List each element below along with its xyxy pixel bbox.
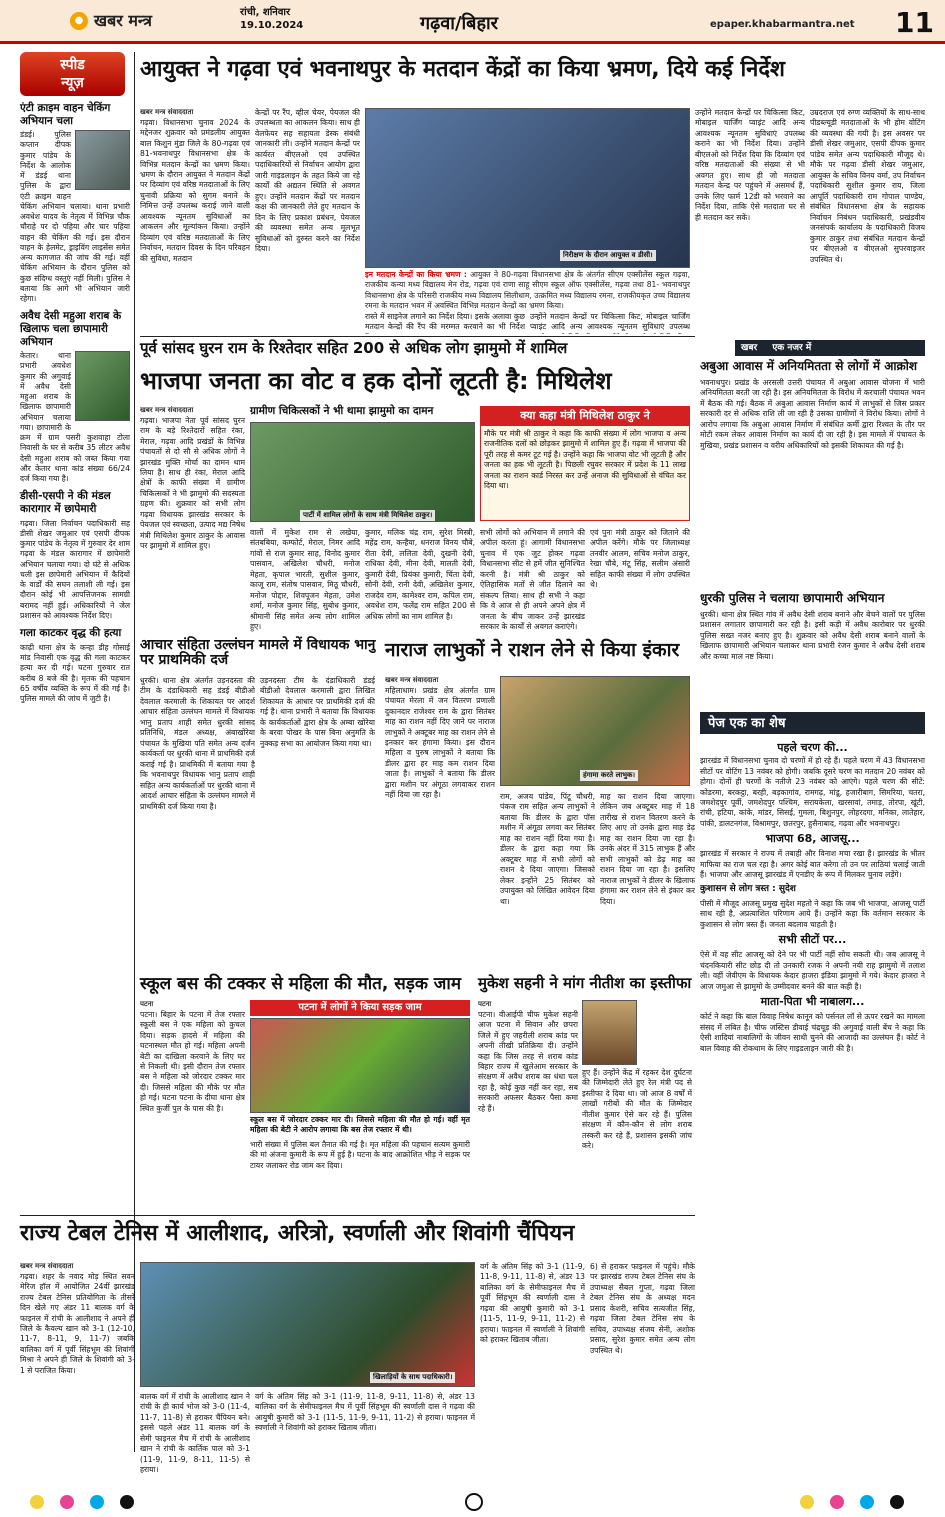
lead-photo	[365, 108, 690, 268]
bjp-subhead: ग्रामीण चिकित्सकों ने भी थामा झामुमो का दामन	[250, 405, 434, 417]
section-rule	[140, 336, 695, 337]
news-item-text: डंडई। पुलिस कप्तान दीपक कुमार पांडेय के निर्देश के आलोक में डंडई थाना पुलिस के द्वारा एंटी क्राइम वाहन चेकिंग अभियान चलाया। थाना प्रभारी अवधेश यादव के नेतृत्व में विभिन्न चौक चौराहे पर दो पहिया और चार पहिया वाहन की चेकिंग की गई। इस दौरान वाहन के हेलमेट, ड्राइविंग लाइसेंस समेत अन्य कागजात की जांच की गई। वहीं चेकिंग अभियान के दौरान पुलिस को कुछ संदिग्ध वस्तुएं नहीं मिली। पुलिस ने बताया कि आगे भी अभियान जारी रहेगा।	[20, 130, 130, 304]
news-item-text: केतार। थाना प्रभारी अवधेश कुमार की अगुवाई में अवैध देसी महुआ शराब के खिलाफ छापामारी अभियान चलाया गया। छापामारी के क्रम में ग्राम पसरी कुशवाहा टोला निवासी के घर से करीब 35 लीटर अवैध देसी महुआ शराब को जब्त किया गया और केतार थाना कांड संख्या 66/24 दर्ज किया गया है।	[20, 351, 130, 484]
school-bus-headline[interactable]: स्कूल बस की टक्कर से महिला की मौत, सड़क जाम	[140, 974, 461, 994]
bjp-text-col2: वालों में मुकेश राम से लखेया, संतबबिया, कम्फोर्ट, मेराल, निमर आदि गांवों से राज कुमार साह, विनोद कुमार पासवान, अखिलेश चौधरी, मनोज मेहता, कृपाल भारती, सुशील कुमार, काजू राम, संतोष पासवान, मिठू चौधरी, मनोज पोद्दार, शिवपूजन मेहता, उमेश शर्मा, मनोज कुमार सिंह, सुबोध कुमार, श्रीमानी सिंह समेत अन्य लोग शामिल हुए।	[250, 528, 360, 632]
magenta-dot-icon	[60, 1495, 74, 1509]
lead-byline: खबर मन्त्र संवाददाता	[140, 108, 194, 116]
liquor-raid-photo	[75, 351, 130, 421]
lead-text-col2: केन्द्रों पर रैंप, व्हील चेयर, पेयजल की उपलब्धता का आकलन किया। साथ ही वेलफेयर सह सहायता डेस्क संबंधी जानकारी ली। उन्होंने मतदान केन्द्रों पर कार्यरत बीएलओ एवं उपस्थित पदाधिकारियों से निर्वाचन आयोग द्वारा जारी गाइडलाइन के तहत किये जा रहे कार्यों की अद्यतन स्थिति से अवगत हुए। उन्होंने मतदान केंद्रों पर मतदान कक्ष की जानकारी लेते हुए मतदान के दिन के लिए प्रकाश प्रबंधन, पेयजल की व्यवस्था समेत अन्य मूलभूत सुविधाओं को दुरुस्त करने का निर्देश दिया।	[255, 108, 360, 254]
ration-text-col3: माह का राशन दिया जाएगा। लेकिन जब अक्टूबर माह में 18 तारीख से राशन वितरण करने के लिए आए तो उनके द्वारा माह डेढ़ माह का राशन दिया जा रहा है। उनके अंदर में 315 लाभुक हैं और सभी लाभुकों को डेढ़ माह का राशन दिया जा रहा है। इसलिए नाराज लाभुकों ने डीलर के खिलाफ हंगामा कर राशन लेने से इंकार कर दिया।	[600, 792, 695, 906]
lead-text-col3b: उन्होंने मतदान केन्द्रों पर चिकित्सा किट, मोबाइल चार्जिंग प्वाइंट आदि अन्य आवश्यक न्यूनतम सुविधाएं उपलब्ध	[530, 312, 690, 332]
ration-byline: खबर मन्त्र संवाददाता	[385, 676, 439, 684]
lead-text-col5: उम्रदराज एवं रुग्ण व्यक्तियों के साथ-साथ पीडब्ल्यूडी मतदाताओं के भी होम वोटिंग की व्यवस्था की गयी है। इस अवसर पर डीसी शेखर जमुआर, एसपी दीपक कुमार पांडेय समेत अन्य पदाधिकारी मौजूद थे। मौके पर गढ़वा डीसी शेखर जमुआर, आयुक्त के सचिव विनय वर्मा, उप निर्वाचन पदाधिकारी सुशील कुमार राय, जिला आपूर्ति पदाधिकारी राम गोपाल पाण्डेय, संबंधित विधानसभा क्षेत्र के सहायक निर्वाचन निबंधन पदाधिकारी, प्रखंडवीय जनसंपर्क कार्यालय के पदाधिकारी विजय कुमार ठाकुर तथा संबंधित मतदान केन्द्रों पर बीएलओ व बीएलओ सुपरवाइजर उपस्थित थे।	[810, 108, 925, 264]
news-item[interactable]	[20, 310, 130, 484]
page-one-continued-bar: पेज एक का शेष	[700, 712, 925, 734]
lead-text-col1	[140, 108, 250, 330]
tt-text-col3: वर्ग के अंतिम सिंह को 3-1 (11-9, 11-8, 9-11, 11-8) से, अंडर 13 बालिका वर्ग के सेमीफाइनल मैच में पूर्वी सिंहभूम की स्वर्णाली दास ने गढ़वा की आयुषी कुमारी को 3-1 (11-5, 11-9, 9-11, 11-2) से हराया। फाइनल में स्वर्णाली ने शिवांगी को हराकर खिताब जीता।	[255, 1392, 475, 1433]
tt-text-col2: बालक वर्ग में रांची के आलीशाद खान ने रांची के ही कार्य भोज को 3-0 (11-4, 11-7, 11-8) से हराकर चैंपियन बने। इससे पहले अंडर 11 बालक वर्ग के सेमी फाइनल मैच में रांची के आलीशाद खान ने रांची के कार्तिक पाल को 3-1 (11-9, 11-9, 8-11, 11-5) से हराया।	[140, 1392, 250, 1475]
achar-headline[interactable]: आचार संहिता उल्लंघन मामले में विधायक भानु पर प्राथमिकी दर्ज	[140, 637, 376, 669]
site-link[interactable]: epaper.khabarmantra.net	[710, 19, 855, 30]
mukesh-paragraph-1: पटना। वीआईपी चीफ मुकेश सहनी आज पटना में सिवान और छपरा जिले में हुए जहरीली शराब कांड पर अपनी तीखी प्रतिक्रिया दी। उन्होंने कहा कि जिस तरह से शराब कांड बिहार राज्य में खुलेआम सरकार के संरक्षण में अवैध शराब का धंधा चल रहा है, कोई कुछ नहीं कर रहा, सब सरकारी अफसर बैठकर पैसा कमा रहे हैं।	[478, 1009, 578, 1113]
bjp-text-col4: सभी लोगों को अभियान में लगाने की अपील करता हूं। आगामी विधानसभा चुनाव में एक जुट होकर गढ़वा विधानसभा सीट से हमें जीत सुनिश्चित करनी है। मंत्री श्री ठाकुर को ऐतिहासिक मतों से जीत दिलाने का संकल्प लिया। साथ ही सभी ने कहा कि वे आज से ही अपने अपने क्षेत्र में जनता के बीच जाकर उन्हें झारखंड सरकार के कार्यों से अवगत कराएंगे।	[480, 528, 585, 632]
minister-quote-text: मौके पर मंत्री श्री ठाकुर ने कहा कि काफी संख्या में लोग भाजपा व अन्य राजनीतिक दलों को छोड़कर झामुमो में शामिल हुए हैं। गढ़वा में भाजपा की पूरी तरह से कमर टूट गई है। उन्होंने कहा कि भाजपा वोट भी लूटती है और जनता का हक भी लूटती है। पिछली रघुवर सरकार में प्रदेश के 11 लाख जनता का राशन कार्ड निरस्त कर उन्हें अनाज की सुविधाओं से वंचित कर दिया था।	[484, 428, 686, 491]
page-one-continued-column	[700, 740, 925, 1430]
lead-paragraph-1: गढ़वा। विधानसभा चुनाव 2024 के मद्देनजर शुक्रवार को प्रमंडलीय आयुक्त बाल किशुन मुंडा जिले के 80-गढ़वा एवं 81-भवनाथपुर विधानसभा क्षेत्र के विभिन्न मतदान केन्द्रों का भ्रमण किया। भ्रमण के दौरान आयुक्त ने मतदान केंद्रों पर दिव्यांग एवं वरिष्ठ मतदाताओं के लिए चुनावी प्रक्रिया को सुगम बनाने के निमित्त उन्हें उपलब्ध कराई जाने वाली आवश्यक न्यूनतम सुविधाओं का आकलन और मूल्यांकन किया। उन्होंने दिव्यांग एवं वरिष्ठ मतदाताओं के लिए निर्वाचन, मतदान दिवस के दिन परिवहन की सुविधा, मतदान	[140, 117, 250, 263]
school-paragraph-1: पटना। बिहार के पटना में तेज रफ्तार स्कूली बस ने एक महिला को कुचल दिया। सड़क हादसे में महिला की घटनास्थल मौत हो गई। महिला अपनी बेटी का दाखिला करवाने के लिए घर से निकली थी। इसी दौरान तेज रफ्तार बस ने महिला को जोरदार टक्कर मार दी। जिससे महिला की मौके पर मौत हो गई। घटना पटना के दीघा थाना क्षेत्र स्थित कुर्जी पुल के पास की है।	[140, 1009, 245, 1113]
logo-mark-icon: ●	[70, 12, 88, 30]
black-dot-icon	[120, 1495, 134, 1509]
masthead	[0, 0, 945, 44]
edition-date-value: 19.10.2024	[240, 19, 304, 31]
ration-paragraph-1: महिलाधाम। प्रखंड क्षेत्र अंतर्गत ग्राम पंचायत मेरला में जन वितरण प्रणाली दुकानदार राजेश्वर राम के द्वारा सितंबर माह का राशन नहीं दिए जाने पर नाराज लाभुकों ने अक्टूबर माह का राशन लेने से इनकार कर हंगामा किया। इस दौरान महिला व पुरुष लाभुकों ने बताया कि डीलर द्वारा हर माह कम राशन दिया जाता है। लाभुकों ने बताया कि डीलर द्वारा मशीन पर अंगूठा लगवाकर राशन नहीं दिया जा रहा है।	[385, 685, 495, 800]
black-dot-icon	[890, 1495, 904, 1509]
school-photo-caption: स्कूल बस में जोरदार टक्कर मार दी। जिससे महिला की मौत हो गई। वहीं मृत महिला की बेटी ने आरोप लगाया कि बस तेज रफ्तार में थी।	[250, 1115, 470, 1135]
logo-text: खबर मन्त्र	[94, 11, 152, 30]
continued-h2[interactable]: भाजपा 68, आजसू...	[765, 832, 860, 846]
lead-box-label: इन मतदान केन्द्रों का किया भ्रमण :	[365, 270, 467, 279]
ration-headline[interactable]: नाराज लाभुकों ने राशन लेने से किया इंकार	[385, 639, 680, 661]
at-a-glance-tag: खबर	[741, 343, 758, 353]
ration-text-col2: राम, अजय पांडेय, पिंटू चौधरी, पंकज राम सहित अन्य लाभुकों ने बताया कि डीलर के द्वारा पॉस मशीन में अंगूठा लगवा कर सितंबर माह का राशन नहीं दिया गया है। डीलर के द्वारा कहा गया कि अक्टूबर माह में सभी लोगों को राशन दे दिया जाएगा। जिसको लेकर इन्होंने 25 सितंबर को उपायुक्त को लिखित आवेदन दिया था।	[500, 792, 595, 906]
mukesh-headline[interactable]: मुकेश सहनी ने मांग नीतीश का इस्तीफा	[478, 974, 692, 992]
news-item-title: गला काटकर वृद्ध की हत्या	[20, 627, 122, 640]
continued-t3: पीसी में मौजूद आजसू प्रमुख सुदेश महतो ने कहा कि जब भी भाजपा, आजसू पार्टी साथ रही है, अप्रत्याशित परिणाम आये हैं। उन्होंने कहा कि वर्तमान सरकार के कुशासन से लोग त्रस्त हैं। जनता बदलाव चाहती है।	[700, 898, 925, 929]
minister-quote-box	[480, 406, 690, 521]
bjp-byline: खबर मन्त्र संवाददाता	[140, 406, 194, 414]
bjp-text-col5: एवं पुनः मंत्री ठाकुर को जिताने की अपील करेंगे। मौके पर जिलाध्यक्ष तनवीर आलम, सचिव मनोज ठाकुर, रेखा चौबे, मंटू सिंह, सलीम अंसारी सहित काफी संख्या में लोग उपस्थित थे।	[590, 528, 690, 590]
school-text-col2: भारी संख्या में पुलिस बल तैनात की गई है। मृत महिला की पहचान सत्यम कुमारी की मां अंजना कुमारी के रूप में हुई है। घटना के बाद आक्रोशित भीड़ ने सड़क पर टायर जलाकर रोड जाम कर दिया।	[250, 1140, 470, 1170]
lead-headline[interactable]: आयुक्त ने गढ़वा एवं भवनाथपुर के मतदान केंद्रों का किया भ्रमण, दिये कई निर्देश	[140, 57, 785, 82]
at-a-glance-label: एक नजर में	[772, 343, 812, 353]
news-item-title: डीसी-एसपी ने की मंडल कारागार में छापेमारी	[20, 490, 111, 516]
achar-text-col1: धुरकी। थाना क्षेत्र अंतर्गत उड़नदस्ता की टीम के दंडाधिकारी सह डंडई बीडीओ देवलाल करमाली के शिकायत पर आदर्श आचार संहिता उल्लंघन मामले में विधायक भानु प्रताप शाही समेत धुरकी सांसद प्रतिनिधि, मंडल अध्यक्ष, अंबाखोरेया पंचायत के मुखिया पति समेत अन्य दर्जन कार्यकर्ता पर धुरकी थाना में प्राथमिकी दर्ज कराई गई है। प्राथमिकी में बताया गया है कि भवनाथपुर विधायक भानु प्रताप शाही सहित अन्य कार्यकर्ताओं पर धुरकी थाना में आदर्श आचार संहिता के उल्लंघन मामले में प्राथमिकी दर्ज किया गया है।	[140, 676, 255, 811]
tt-text-col1	[20, 1262, 135, 1482]
table-tennis-headline[interactable]: राज्य टेबल टेनिस में आलीशाद, अरित्रो, स्वर्णाली और शिवांगी चैंपियन	[20, 1221, 575, 1246]
speed-logo-line2: न्यूज़	[61, 75, 84, 91]
news-item[interactable]	[20, 490, 130, 621]
continued-h4[interactable]: सभी सीटों पर...	[778, 933, 847, 947]
yellow-dot-icon	[30, 1495, 44, 1509]
bjp-photo-caption: पार्टी में शामिल लोगों के साथ मंत्री मिथिलेश ठाकुर।	[300, 510, 435, 521]
yellow-dot-icon	[800, 1495, 814, 1509]
mukesh-dateline: पटना	[478, 1000, 492, 1008]
registration-mark-icon	[465, 1493, 483, 1511]
news-item-text: गढ़वा। जिला निर्वाचन पदाधिकारी सह डीसी शेखर जमुआर एवं एसपी दीपक कुमार पांडेय के नेतृत्व में गुरुवार देर शाम गढ़वा के मंडल कारागार में छापेमारी अभियान चलाया गया। दो घंटे से अधिक चली इस छापेमारी अभियान में कैदियों के वार्डों की सघन तलाशी ली गई। इस दौरान कोई भी आपत्तिजनक सामग्री बरामद नहीं हुई। अधिकारियों ने जेल प्रशासन को आवश्यक निर्देश दिए।	[20, 518, 130, 620]
tt-byline: खबर मन्त्र संवाददाता	[20, 1262, 74, 1270]
cyan-dot-icon	[90, 1495, 104, 1509]
mukesh-text-col1	[478, 1000, 578, 1210]
cyan-dot-icon	[860, 1495, 874, 1509]
continued-t2: झारखंड में सरकार ने राज्य में तबाही और विनाश मचा रखा है। झारखंड के भीतर माफिया का राज चल रहा है। अगर कोई बात करेगा तो उन पर लाठियां चलाई जाती हैं। भाजपा और आजसू झारखंड में एनडीए के रूप में मिलकर चुनाव लड़ेंगे।	[700, 849, 925, 880]
continued-h1[interactable]: पहले चरण की...	[777, 741, 848, 754]
bjp-text-col3: कुमार, मलिक चंद्र राम, सुरेश मिस्त्री, महेंद्र राम, कन्हैया, धनराज विनय चौबे, रीता देवी, ललिता देवी, दुखनी देवी, राधिका देवी, मीना देवी, मालती देवी, कुमारी देवी, प्रियंका कुमारी, चिंता देवी, सोनी देवी, रानी देवी, अखिलेश कुमार, राजदेव राम, कामेश्वर राम, कपिल राम, अवधेश राम, फलेंद्र राम सहित 200 से अधिक लोगों का नाम शामिल है।	[365, 528, 475, 621]
achar-text-col2: उड़नदस्ता टीम के दंडाधिकारी डंडई बीडीओ देवलाल करमाली द्वारा लिखित शिकायत के आधार पर प्राथमिकी दर्ज की गई है। थाना प्रभारी ने बताया कि विधायक के कार्यकर्ताओं द्वारा क्षेत्र के अम्बा खोरेया के बरवा पोखर के पास बिना अनुमति के नुक्कड़ सभा का आयोजन किया गया था।	[260, 676, 375, 748]
bjp-text-col1	[140, 406, 245, 631]
speed-news-logo	[20, 52, 125, 96]
awas-headline[interactable]: अबुआ आवास में अनियमितता से लोगों में आक्रोश	[700, 359, 917, 373]
dhurki-text: धुरकी। थाना क्षेत्र स्थित गांव में अवैध देसी शराब बनाने और बेचने वालों पर पुलिस प्रशासन लगातार छापामारी कर रही है। इसी कड़ी में अवैध कारोबार पर धुरकी पुलिस सख्त नजर बनाए हुए है। शुक्रवार को अवैध देसी शराब बनाने वालों के खिलाफ छापामारी अभियान चलाकर थाना प्रभारी रंजन कुमार ने अवैध देसी शराब और कच्चा माल नष्ट किया।	[700, 610, 925, 661]
continued-t4: ऐसे में वह सीट आजसू को देने पर भी पार्टी नहीं सोच सकती थी। जब आजसू ने चंदनकियारी सीट छोड़ दी तो उनकारी रजक ने अपनी नयी राह झामुमो में तलाश ली। वहीं जेवीएम के विधायक केदार हाजरा इंडिया झामुमो में गये। केदार हाजरा ने आज जमुआ से झामुमो के उम्मीदवार बनने की बात कही है।	[700, 950, 925, 991]
news-item-title: एंटी क्राइम वाहन चेकिंग अभियान चला	[20, 102, 111, 127]
lead-photo-caption: निरीक्षण के दौरान आयुक्त व डीसी।	[560, 250, 656, 261]
news-item-title: अवैध देसी महुआ शराब के खिलाफ चला छापामारी अभियान	[20, 310, 122, 348]
lead-text-col3: रास्ते में साइनेज लगाने का निर्देश दिया। इसके अलावा कुछ मतदान केन्द्रों की रैंप की मरम्मत करवाने का भी निर्देश	[365, 312, 525, 332]
news-item[interactable]	[20, 627, 130, 704]
vehicle-check-photo	[75, 130, 130, 190]
table-tennis-photo	[140, 1262, 475, 1387]
lead-box-text: आयुक्त ने 80-गढ़वा विधानसभा क्षेत्र के अंतर्गत सीएम एक्सीलेंस स्कूल गढ़वा, राजकीय कन्या मध्य विद्यालय मेन रोड, गढ़वा एवं राणा साहू सीएम स्कूल ऑफ एक्सीलेंस, गढ़वा तथा 81- भवनाथपुर विधानसभा क्षेत्र के परिसरी राजकीय मध्य विद्यालय सिलीधाम, उत्क्रमित मध्य विद्यालय रमना, राजकीयकृत उच्च विद्यालय रमना के मतदान भवन में अवस्थित विभिन्न मतदान केन्द्रों का भ्रमण किया।	[365, 270, 690, 310]
bjp-photo	[250, 422, 475, 522]
school-bus-photo	[250, 1018, 470, 1113]
mukesh-text-col2: हुए हैं। उन्होंने केंद्र में रहकर देश दुर्घटना की जिम्मेदारी लेते हुए रेल मंत्री पद से इस्तीफा दे दिया था। जो आज 8 वर्षों में लाखों गरीबों की मौत के जिम्मेदार नीतीश कुमार ऐसे कर रहे हैं। पुलिस संरक्षण में कौन-कौन से लोग शराब तस्करी कर रहे हैं, प्रशासन इसकी जांच करे।	[582, 1068, 692, 1151]
mukesh-sahni-photo	[582, 1000, 637, 1065]
news-item-text: काढ़ी थाना क्षेत्र के कन्हा डीह गोसाई मांड निवासी एक वृद्ध की गला काटकर हत्या कर दी गई। घटना गुरुवार रात करीब 8 बजे की है। मृतक की पहचान 65 वर्षीय व्यक्ति के रूप में की गई है। पुलिस मामले की जांच में जुटी है।	[20, 642, 130, 703]
tt-photo-caption: खिलाड़ियों के साथ पदाधिकारी।	[370, 1372, 455, 1383]
brand-logo[interactable]	[70, 10, 152, 32]
lead-text-col4: उन्होंने मतदान केन्द्रों पर चिकित्सा किट, मोबाइल चार्जिंग प्वाइंट आदि अन्य आवश्यक न्यूनतम सुविधाएं उपलब्ध कराने का भी निर्देश दिया। उन्होंने बीएलओ को निर्देश दिया कि दिव्यांग एवं वरिष्ठ मतदाताओं की संख्या से भी अवगत हुए। साथ ही जो मतदाता मतदान केन्द्र पर पहुंचने में असमर्थ हैं, उनके लिए फार्म 12डी को भरवाने का निर्देश दिया, ताकि ऐसे मतदाता घर से ही मतदान कर सकें।	[695, 108, 805, 222]
speed-logo-line1: स्पीड	[60, 57, 85, 73]
ration-photo-caption: हंगामा करते लाभुक।	[580, 770, 638, 781]
bjp-headline[interactable]: भाजपा जनता का वोट व हक दोनों लूटती है: मिथिलेश	[140, 367, 612, 395]
news-item[interactable]	[20, 102, 130, 304]
magenta-dot-icon	[830, 1495, 844, 1509]
school-subhead: पटना में लोगों ने किया सड़क जाम	[250, 1000, 470, 1016]
awas-text: भवनाथपुर। प्रखंड के अरसली उत्तरी पंचायत में अबुआ आवास योजना में भारी अनियमितता बरती जा रही है। इस अनियमितता के विरोध में करचाली पंचायत भवन में बैठक की गई। बैठक में अबुआ आवास निर्माण कार्य में लाभुकों से जिस प्रकार सरकारी दर से अधिक राशि ली जा रही है उसका ग्रामीणों ने विरोध किया। लोगों ने आरोप लगाया कि अबुआ आवास निर्माण में संबंधित कर्मी द्वारा रिश्वत के तौर पर मोटी रकम लेकर आवास निर्माण का कार्य दी जा रही है। इस मामले में पंचायत के मुखिया, प्रखंड प्रशासन व वरीय अधिकारियों को इसकी शिकायत की गई है।	[700, 378, 925, 450]
tt-text-col4: वर्ग के अंतिम सिंह को 3-1 (11-9, 11-8, 9-11, 11-8) से, अंडर 13 बालिका वर्ग के सेमीफाइनल मैच में पूर्वी सिंहभूम की स्वर्णाली दास ने गढ़वा की आयुषी कुमारी को 3-1 (11-5, 11-9, 9-11, 11-2) से हराया। फाइनल में स्वर्णाली ने शिवांगी को हराकर खिताब जीता।	[480, 1262, 585, 1345]
page-number: 11	[895, 6, 934, 39]
bjp-paragraph-1: गढ़वा। भाजपा नेता पूर्व सांसद घुरन राम के बड़े रिश्तेदारों सहित रंका, मेराल, गढ़वा आदि प्रखंडों के विभिन्न पंचायतों से दो सौ से अधिक लोगों ने झारखंड मुक्ति मोर्चा का दामन थाम लिया है। साथ ही रंका, मेराल आदि क्षेत्रों के काफी संख्या में ग्रामीण चिकित्सकों ने भी झामुमो की सदस्यता ग्रहण की। शुक्रवार को सभी लोग गढ़वा विधायक झारखंड सरकार के पेयजल एवं स्वच्छता, उत्पाद मद्य निषेध मंत्री मिथिलेश कुमार ठाकुर के आवास पर झामुमो में शामिल हुए।	[140, 415, 245, 551]
edition-date	[240, 7, 303, 32]
dhurki-headline[interactable]: धुरकी पुलिस ने चलाया छापामारी अभियान	[700, 591, 885, 605]
section-rule-bottom	[20, 1215, 695, 1216]
tt-text-col5: 6) से हराकर फाइनल में पहुंचे। मौके पर झारखंड राज्य टेबल टेनिस संघ के उपाध्यक्ष सैबल गुप्ता, गढ़वा जिला टेबल टेनिस संघ के अध्यक्ष मदन प्रसाद केशरी, सचिव सत्यजीत सिंह, गढ़वा जिला टेबल टेनिस संघ के सचिव, उपाध्यक्ष संजय सेनी, अशोक प्रसाद, सुरेश कुमार समेत अन्य लोग उपस्थित थे।	[590, 1262, 695, 1355]
continued-h5[interactable]: माता-पिता भी नाबालग...	[760, 995, 865, 1009]
school-dateline: पटना	[140, 1000, 154, 1008]
continued-t1: झारखंड में विधानसभा चुनाव दो चरणों में हो रहे हैं। पहले चरण में 43 विधानसभा सीटों पर वोटिंग 13 नवंबर को होगी। जबकि दूसरे चरण का मतदान 20 नवंबर को होगा। दोनों ही चरणों के नतीजे 23 नवंबर को आएंगे। पहले चरण की सीटें: कोडरमा, बरकट्ठा, बरही, बड़कागांव, रामगढ़, मांडू, हजारीबाग, सिमरिया, चतरा, जमशेदपुर पूर्वी, जमशेदपुर पश्चिम, सरायकेला, खरसावां, तमाड़, तोरपा, खूंटी, रांची, हटिया, कांके, मांडर, सिसई, गुमला, बिशुनपुर, लोहरदगा, मनिका, लातेहार, पांकी, डालटनगंज, विश्रामपुर, छतरपुर, हुसैनाबाद, गढ़वा और भवनाथपुर।	[700, 756, 925, 828]
print-registration-bar	[0, 1487, 945, 1517]
school-text-col1	[140, 1000, 245, 1210]
edition-city: रांची, शनिवार	[240, 7, 291, 18]
section-title: गढ़वा/बिहार	[420, 13, 499, 34]
continued-h3: कुशासन से लोग त्रस्त : सुदेश	[700, 883, 796, 894]
lead-centers-box	[365, 270, 690, 310]
tt-paragraph-1: गढ़वा। शहर के नवाद मोड़ स्थित सवन मेरिज हॉल में आयोजित 24वीं झारखंड राज्य टेबल टेनिस प्रतियोगिता के तीसरे दिन खेले गए अंडर 11 बालक वर्ग के फाइनल में रांची के आलीशाद ने अपने ही जिले के कैवल्य खान को 3-1 (12-10, 11-7, 8-11, 9, 11-7) जबकि बालिका वर्ग में पूर्वी सिंहभूम की शिवांगी मिश्रा ने अपने ही जिले के शिवांगी को 3-1 से पराजित किया।	[20, 1271, 135, 1375]
at-a-glance-bar	[735, 340, 925, 356]
minister-quote-title: क्या कहा मंत्री मिथिलेश ठाकुर ने	[481, 407, 689, 426]
bjp-kicker: पूर्व सांसद घुरन राम के रिश्तेदार सहित 200 से अधिक लोग झामुमो में शामिल	[140, 339, 568, 357]
ration-text-col1	[385, 676, 495, 966]
continued-t5: कोर्ट ने कहा कि बाल विवाह निषेध कानून को पर्सनल लॉ से ऊपर रखने का मामला संसद में लंबित है। चीफ जस्टिस डीवाई चंद्रचूड़ की अगुवाई वाली बेंच ने कहा कि ऐसी शादियां नाबालिगों के जीवन साथी चुनने की आजादी का उल्लंघन हैं। कोर्ट ने बाल विवाह की रोकथाम के लिए गाइडलाइन जारी की है।	[700, 1012, 925, 1053]
